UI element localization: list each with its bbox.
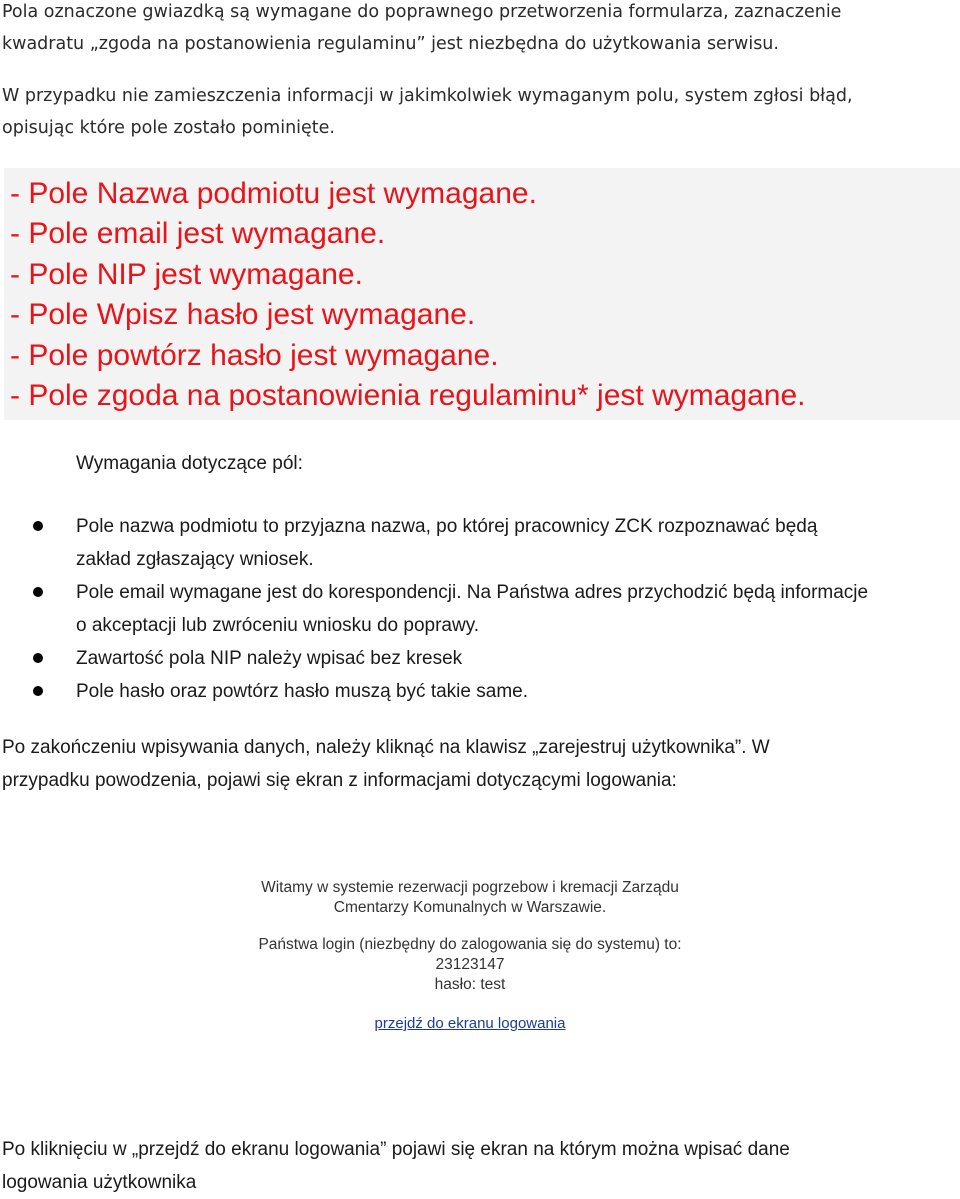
error-messages-panel	[4, 168, 960, 420]
validation-line: W przypadku nie zamieszczenia informacji w jakimkolwiek wymaganym polu, system zgłosi błąd,	[2, 86, 853, 106]
closing-line: Po kliknięciu w „przejdź do ekranu logowania” pojawi się ekran na którym można wpisać dane	[2, 1139, 790, 1160]
list-item-text: Pole email wymagane jest do korespondencji. Na Państwa adres przychodzić będą informacje	[76, 582, 869, 603]
list-item	[0, 576, 960, 642]
error-message-nip: - Pole NIP jest wymagane.	[10, 257, 363, 291]
welcome-title	[200, 878, 740, 918]
bullet-icon	[33, 521, 43, 531]
go-to-login-link[interactable]: przejdź do ekranu logowania	[374, 1015, 566, 1032]
closing-line: logowania użytkownika	[2, 1172, 197, 1193]
validation-paragraph	[2, 80, 952, 144]
validation-line: opisując które pole zostało pominięte.	[2, 118, 335, 138]
error-message-powtorz-haslo: - Pole powtórz hasło jest wymagane.	[10, 338, 499, 372]
list-item-text: o akceptacji lub zwróceniu wniosku do poprawy.	[76, 615, 480, 636]
error-message-haslo: - Pole Wpisz hasło jest wymagane.	[10, 298, 476, 332]
after-register-line: Po zakończeniu wpisywania danych, należy kliknąć na klawisz „zarejestruj użytkownika”. W	[2, 737, 770, 758]
login-value: 23123147	[435, 956, 505, 973]
login-info	[200, 935, 740, 995]
requirements-heading: Wymagania dotyczące pól:	[76, 453, 303, 474]
bullet-icon	[33, 686, 43, 696]
requirements-list	[0, 510, 960, 708]
error-message-nazwa: - Pole Nazwa podmiotu jest wymagane.	[10, 177, 537, 210]
welcome-title-line: Cmentarzy Komunalnych w Warszawie.	[333, 899, 607, 916]
bullet-icon	[33, 653, 43, 663]
intro-paragraph	[2, 0, 952, 60]
welcome-panel	[200, 878, 740, 1033]
closing-paragraph	[2, 1133, 952, 1199]
welcome-title-line: Witamy w systemie rezerwacji pogrzebow i kremacji Zarządu	[261, 879, 679, 896]
intro-line: kwadratu „zgoda na postanowienia regulaminu” jest niezbędna do użytkowania serwisu.	[2, 34, 779, 54]
list-item-text: Zawartość pola NIP należy wpisać bez kresek	[76, 648, 463, 669]
intro-line: Pola oznaczone gwiazdką są wymagane do poprawnego przetworzenia formularza, zaznaczenie	[2, 2, 842, 22]
list-item-text: Pole nazwa podmiotu to przyjazna nazwa, po której pracownicy ZCK rozpoznawać będą	[76, 516, 818, 537]
error-message-zgoda: - Pole zgoda na postanowienia regulaminu* jest wymagane.	[10, 379, 806, 413]
list-item	[0, 510, 960, 576]
after-register-paragraph	[2, 731, 952, 797]
list-item-text: zakład zgłaszający wniosek.	[76, 549, 314, 570]
login-label: Państwa login (niezbędny do zalogowania się do systemu) to:	[258, 936, 682, 953]
list-item-text: Pole hasło oraz powtórz hasło muszą być takie same.	[76, 681, 528, 702]
list-item	[0, 642, 960, 675]
password-line: hasło: test	[434, 976, 506, 993]
after-register-line: przypadku powodzenia, pojawi się ekran z informacjami dotyczącymi logowania:	[2, 770, 677, 791]
list-item	[0, 675, 960, 708]
bullet-icon	[33, 587, 43, 597]
error-message-email: - Pole email jest wymagane.	[10, 217, 386, 251]
